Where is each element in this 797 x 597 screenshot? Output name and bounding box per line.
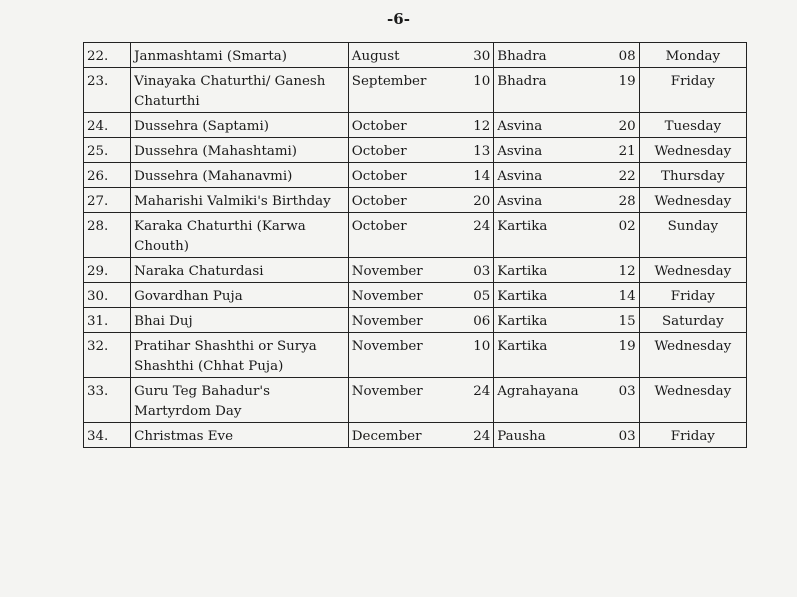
gregorian-date-cell	[348, 138, 493, 163]
gregorian-date: 30	[473, 49, 491, 64]
gregorian-date: 24	[473, 219, 491, 234]
gregorian-month: November	[351, 384, 423, 399]
table-row	[84, 378, 747, 423]
gregorian-month: November	[351, 339, 423, 354]
holiday-name: Vinayaka Chaturthi/ Ganesh Chaturthi	[131, 68, 349, 113]
gregorian-month: November	[351, 289, 423, 304]
saka-month: Asvina	[497, 194, 543, 209]
holiday-name: Dussehra (Saptami)	[131, 113, 349, 138]
holiday-name: Christmas Eve	[131, 423, 349, 448]
holiday-name: Guru Teg Bahadur's Martyrdom Day	[131, 378, 349, 423]
table-row	[84, 138, 747, 163]
gregorian-date: 24	[473, 384, 491, 399]
page-number: -6-	[387, 10, 410, 28]
gregorian-date: 05	[473, 289, 491, 304]
gregorian-date: 13	[473, 144, 491, 159]
saka-month: Kartika	[497, 219, 548, 234]
gregorian-date: 20	[473, 194, 491, 209]
table-row	[84, 68, 747, 113]
saka-date-cell	[494, 113, 639, 138]
table-row	[84, 423, 747, 448]
gregorian-date: 12	[473, 119, 491, 134]
gregorian-month: October	[351, 119, 407, 134]
saka-date-cell	[494, 378, 639, 423]
saka-date-cell	[494, 68, 639, 113]
holiday-name: Maharishi Valmiki's Birthday	[131, 188, 349, 213]
gregorian-month: December	[351, 429, 422, 444]
weekday: Wednesday	[639, 258, 746, 283]
gregorian-date: 10	[473, 74, 491, 89]
weekday: Sunday	[639, 213, 746, 258]
serial-number: 31.	[84, 308, 131, 333]
saka-date: 14	[618, 289, 636, 304]
gregorian-month: October	[351, 194, 407, 209]
serial-number: 27.	[84, 188, 131, 213]
weekday: Tuesday	[639, 113, 746, 138]
saka-date: 21	[618, 144, 636, 159]
gregorian-month: August	[351, 49, 400, 64]
serial-number: 34.	[84, 423, 131, 448]
saka-date: 03	[618, 429, 636, 444]
saka-month: Bhadra	[497, 49, 547, 64]
saka-date-cell	[494, 423, 639, 448]
gregorian-date-cell	[348, 308, 493, 333]
serial-number: 29.	[84, 258, 131, 283]
weekday: Friday	[639, 68, 746, 113]
saka-date-cell	[494, 333, 639, 378]
weekday: Friday	[639, 423, 746, 448]
saka-month: Bhadra	[497, 74, 547, 89]
holiday-name: Dussehra (Mahanavmi)	[131, 163, 349, 188]
serial-number: 32.	[84, 333, 131, 378]
gregorian-month: October	[351, 169, 407, 184]
gregorian-date-cell	[348, 333, 493, 378]
weekday: Monday	[639, 43, 746, 68]
saka-month: Kartika	[497, 289, 548, 304]
table-row	[84, 283, 747, 308]
serial-number: 26.	[84, 163, 131, 188]
gregorian-date-cell	[348, 258, 493, 283]
gregorian-month: October	[351, 219, 407, 234]
saka-month: Kartika	[497, 264, 548, 279]
holiday-name: Govardhan Puja	[131, 283, 349, 308]
saka-date: 22	[618, 169, 636, 184]
gregorian-date-cell	[348, 283, 493, 308]
gregorian-date-cell	[348, 43, 493, 68]
gregorian-month: September	[351, 74, 427, 89]
gregorian-date-cell	[348, 68, 493, 113]
serial-number: 30.	[84, 283, 131, 308]
weekday: Wednesday	[639, 188, 746, 213]
weekday: Saturday	[639, 308, 746, 333]
holiday-name: Karaka Chaturthi (Karwa Chouth)	[131, 213, 349, 258]
table-row	[84, 113, 747, 138]
gregorian-month: November	[351, 314, 423, 329]
saka-date-cell	[494, 308, 639, 333]
saka-month: Kartika	[497, 314, 548, 329]
serial-number: 24.	[84, 113, 131, 138]
serial-number: 22.	[84, 43, 131, 68]
holiday-name: Naraka Chaturdasi	[131, 258, 349, 283]
table-row	[84, 188, 747, 213]
holiday-name: Janmashtami (Smarta)	[131, 43, 349, 68]
gregorian-date-cell	[348, 423, 493, 448]
saka-date-cell	[494, 188, 639, 213]
saka-date: 20	[618, 119, 636, 134]
serial-number: 23.	[84, 68, 131, 113]
saka-date: 19	[618, 74, 636, 89]
saka-month: Pausha	[497, 429, 546, 444]
gregorian-date: 06	[473, 314, 491, 329]
saka-month: Asvina	[497, 144, 543, 159]
gregorian-date: 03	[473, 264, 491, 279]
gregorian-date-cell	[348, 188, 493, 213]
table-row	[84, 163, 747, 188]
saka-month: Asvina	[497, 169, 543, 184]
saka-date-cell	[494, 163, 639, 188]
saka-date: 28	[618, 194, 636, 209]
saka-date: 02	[618, 219, 636, 234]
weekday: Friday	[639, 283, 746, 308]
gregorian-date-cell	[348, 213, 493, 258]
saka-date: 15	[618, 314, 636, 329]
gregorian-date-cell	[348, 163, 493, 188]
saka-date-cell	[494, 138, 639, 163]
weekday: Wednesday	[639, 138, 746, 163]
saka-date: 12	[618, 264, 636, 279]
serial-number: 33.	[84, 378, 131, 423]
saka-month: Agrahayana	[497, 384, 579, 399]
saka-date-cell	[494, 213, 639, 258]
table-row	[84, 308, 747, 333]
saka-date-cell	[494, 258, 639, 283]
saka-date-cell	[494, 43, 639, 68]
saka-date: 03	[618, 384, 636, 399]
holiday-name: Dussehra (Mahashtami)	[131, 138, 349, 163]
gregorian-date-cell	[348, 113, 493, 138]
serial-number: 28.	[84, 213, 131, 258]
gregorian-date: 10	[473, 339, 491, 354]
table-row	[84, 43, 747, 68]
weekday: Wednesday	[639, 378, 746, 423]
gregorian-month: November	[351, 264, 423, 279]
saka-month: Kartika	[497, 339, 548, 354]
gregorian-date: 24	[473, 429, 491, 444]
table-row	[84, 213, 747, 258]
gregorian-date: 14	[473, 169, 491, 184]
table-row	[84, 333, 747, 378]
weekday: Thursday	[639, 163, 746, 188]
holiday-name: Pratihar Shashthi or Surya Shashthi (Chhat Puja)	[131, 333, 349, 378]
gregorian-month: October	[351, 144, 407, 159]
saka-month: Asvina	[497, 119, 543, 134]
saka-date: 19	[618, 339, 636, 354]
serial-number: 25.	[84, 138, 131, 163]
gregorian-date-cell	[348, 378, 493, 423]
weekday: Wednesday	[639, 333, 746, 378]
table-row	[84, 258, 747, 283]
holiday-name: Bhai Duj	[131, 308, 349, 333]
holiday-table	[83, 42, 747, 448]
saka-date-cell	[494, 283, 639, 308]
saka-date: 08	[618, 49, 636, 64]
